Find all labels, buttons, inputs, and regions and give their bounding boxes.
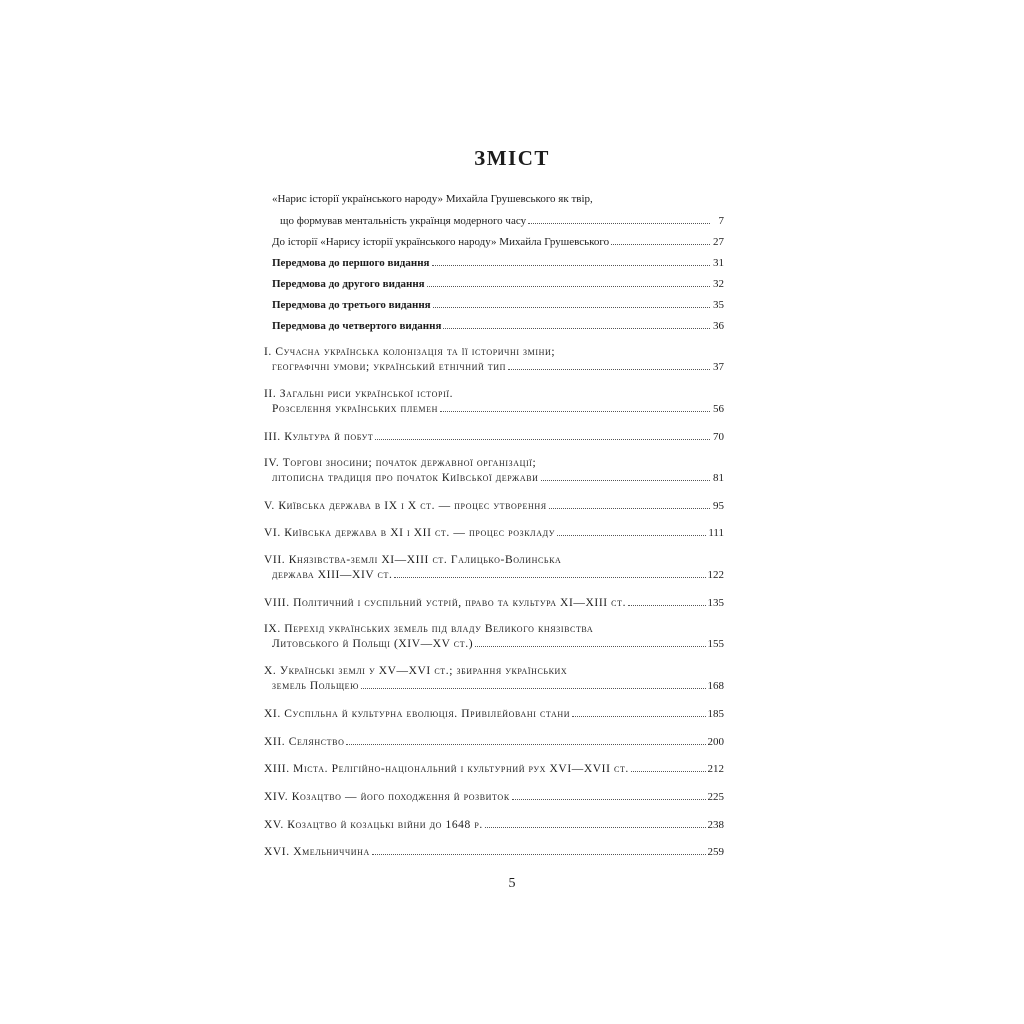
toc-line [272, 255, 724, 269]
dot-leader [611, 234, 710, 245]
toc-page-number: 238 [707, 819, 724, 831]
dot-leader [433, 297, 710, 308]
toc-entry-title: До історії «Нарису історії українського народу» Михайла Грушевського [272, 236, 610, 248]
dot-leader [572, 706, 705, 717]
toc-line [272, 297, 724, 311]
toc-entry-title: що формував ментальність українця модерного часу [280, 215, 527, 227]
toc-entry-title: літописна традиція про початок Київської держави [272, 472, 539, 484]
toc-line [272, 470, 724, 484]
toc-page-number: 7 [718, 215, 724, 227]
toc-line [264, 817, 724, 831]
toc-line [264, 525, 724, 539]
toc-entry-title: XIII. Міста. Релігійно-національний і культурний рух XVI—XVII ст. [264, 763, 629, 775]
dot-leader [361, 678, 706, 689]
toc-page-number: 27 [713, 236, 724, 248]
toc-entry-title: земель Польщею [272, 680, 359, 692]
dot-leader [508, 359, 710, 370]
dot-leader [528, 213, 710, 224]
toc-page-number: 35 [713, 299, 724, 311]
toc-line [280, 213, 724, 227]
dot-leader [432, 255, 710, 266]
toc-line [272, 567, 724, 581]
toc-line [272, 318, 724, 332]
dot-leader [512, 789, 706, 800]
toc-page-number: 155 [707, 638, 724, 650]
toc-entry-title: Передмова до першого видання [272, 257, 430, 269]
toc-line [264, 734, 724, 748]
page-title: ЗМІСТ [474, 146, 550, 170]
toc-page-number: 135 [707, 597, 724, 609]
toc-line [264, 622, 724, 636]
toc-line [264, 345, 724, 359]
toc-entry-title: VII. Князівства-землі XI—XIII ст. Галицько-Волинська [264, 554, 562, 566]
dot-leader [557, 525, 706, 536]
toc-line [264, 664, 724, 678]
toc-entry-title: IX. Перехід українських земель під владу Великого князівства [264, 623, 594, 635]
toc-line [272, 192, 724, 206]
page-number: 5 [508, 876, 516, 891]
toc-line [272, 276, 724, 290]
toc-entry-title: Розселення українських племен [272, 403, 438, 415]
toc-entry-title: I. Сучасна українська колонізація та її історичні зміни; [264, 346, 556, 358]
toc-line [264, 456, 724, 470]
toc-line [264, 706, 724, 720]
toc-line [272, 359, 724, 373]
toc-line [272, 234, 724, 248]
toc-line [264, 595, 724, 609]
toc-page-number: 212 [707, 763, 724, 775]
toc-page-number: 31 [713, 257, 724, 269]
toc-line [272, 401, 724, 415]
toc-entry-title: XV. Козацтво й козацькі війни до 1648 р. [264, 819, 483, 831]
dot-leader [485, 817, 706, 828]
toc-page-number: 36 [713, 320, 724, 332]
toc-entry-title: III. Культура й побут [264, 431, 374, 443]
dot-leader [427, 276, 710, 287]
table-of-contents [264, 0, 724, 1024]
toc-entry-title: «Нарис історії українського народу» Михайла Грушевського як твір, [272, 193, 593, 205]
toc-page-number: 185 [707, 708, 724, 720]
toc-entry-title: географічні умови; український етнічний тип [272, 361, 507, 373]
toc-entry-title: VI. Київська держава в XI і XII ст. — процес розкладу [264, 527, 556, 539]
toc-entry-title: XI. Суспільна й культурна еволюція. Привілейовані стани [264, 708, 571, 720]
toc-page-number: 70 [713, 431, 724, 443]
toc-line [272, 678, 724, 692]
dot-leader [475, 636, 705, 647]
dot-leader [346, 734, 705, 745]
toc-entry-title: VIII. Політичний і суспільний устрій, право та культура XI—XIII ст. [264, 597, 627, 609]
toc-page-number: 81 [713, 472, 724, 484]
toc-page-number: 37 [713, 361, 724, 373]
toc-line [264, 844, 724, 858]
toc-entry-title: Передмова до третього видання [272, 299, 431, 311]
toc-entry-title: II. Загальні риси української історії. [264, 388, 454, 400]
toc-entry-title: IV. Торгові зносини; початок державної організації; [264, 457, 537, 469]
toc-entry-title: Литовського й Польщі (XIV—XV ст.) [272, 638, 474, 650]
toc-line [272, 636, 724, 650]
toc-entry-title: Передмова до другого видання [272, 278, 425, 290]
toc-line [264, 553, 724, 567]
toc-entry-title: XIV. Козацтво — його походження й розвиток [264, 791, 510, 803]
dot-leader [549, 498, 710, 509]
toc-page-number: 95 [713, 500, 724, 512]
toc-entry-title: держава XIII—XIV ст. [272, 569, 393, 581]
dot-leader [394, 567, 705, 578]
toc-line [264, 498, 724, 512]
toc-page-number: 225 [707, 791, 724, 803]
toc-page-number: 200 [707, 736, 724, 748]
dot-leader [372, 844, 706, 855]
toc-entry-title: Передмова до четвертого видання [272, 320, 442, 332]
toc-page-number: 168 [707, 680, 724, 692]
toc-line [264, 429, 724, 443]
toc-entry-title: XII. Селянство [264, 736, 345, 748]
toc-line [264, 761, 724, 775]
toc-entry-title: X. Українські землі у XV—XVI ст.; збирання українських [264, 665, 568, 677]
toc-page-number: 56 [713, 403, 724, 415]
dot-leader [375, 429, 710, 440]
toc-line [264, 789, 724, 803]
toc-entry-title: XVI. Хмельниччина [264, 846, 370, 858]
toc-page-number: 259 [707, 846, 724, 858]
dot-leader [628, 595, 705, 606]
toc-entry-title: V. Київська держава в IX і X ст. — процес утворення [264, 500, 547, 512]
dot-leader [443, 318, 710, 329]
toc-page-number: 122 [707, 569, 724, 581]
dot-leader [541, 470, 710, 481]
toc-page-number: 111 [708, 527, 724, 539]
toc-line [264, 387, 724, 401]
toc-page-number: 32 [713, 278, 724, 290]
dot-leader [440, 401, 710, 412]
dot-leader [631, 761, 706, 772]
